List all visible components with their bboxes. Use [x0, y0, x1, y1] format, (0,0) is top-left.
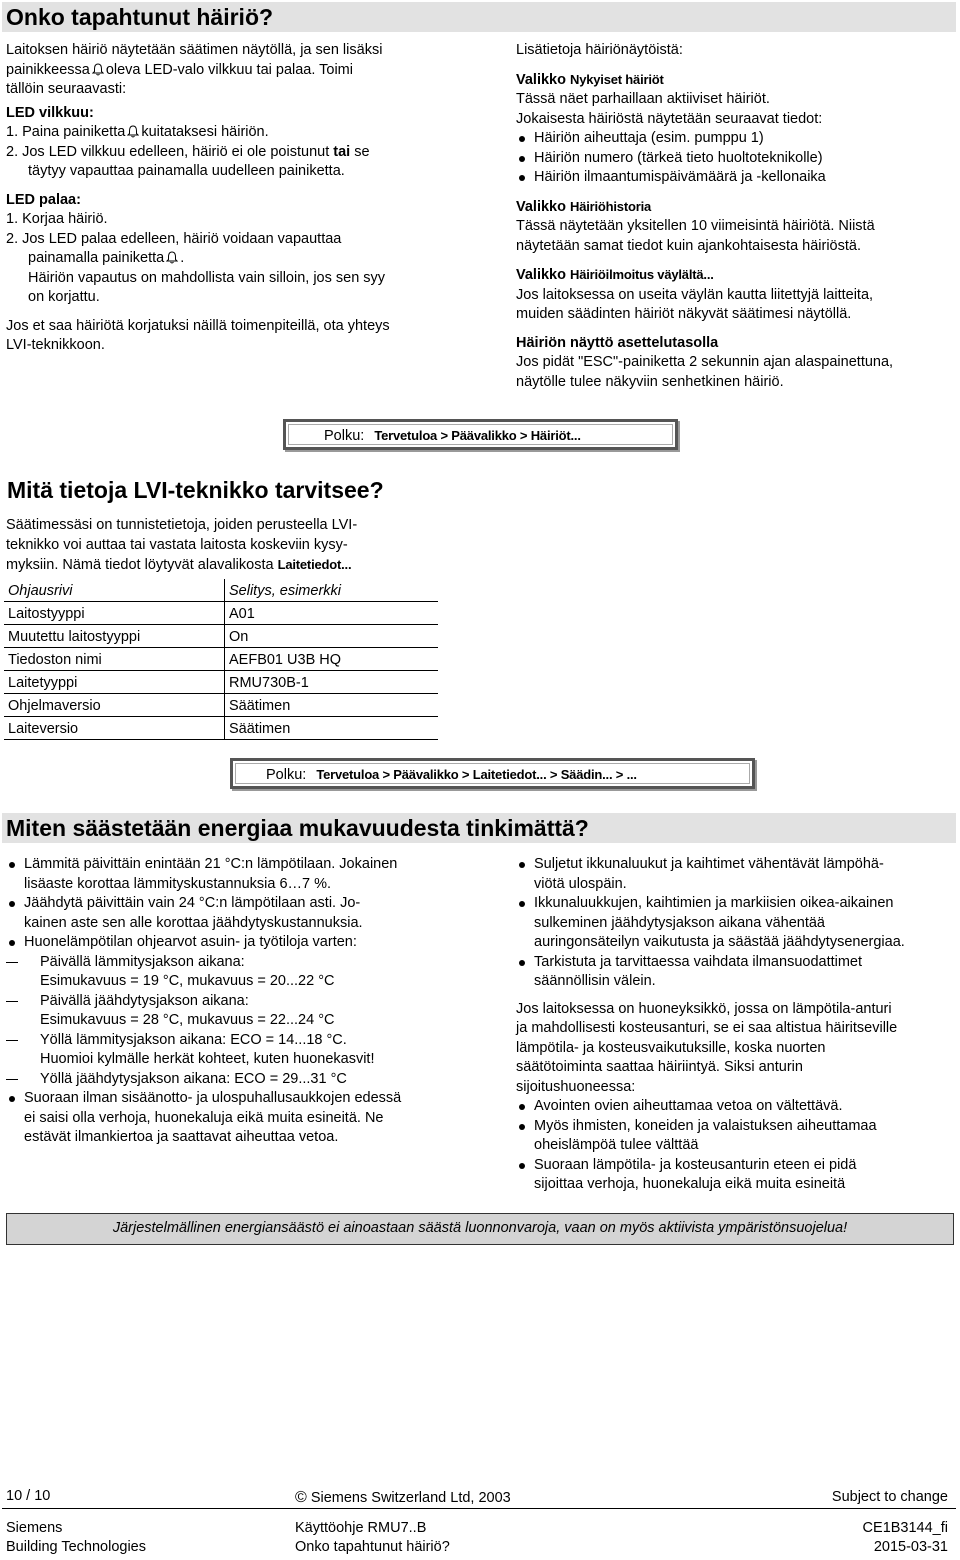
table-row — [4, 694, 438, 717]
bus-faults-heading: Valikko Häiriöilmoitus väylältä... — [516, 267, 714, 283]
table-cell: Säätimen — [225, 717, 439, 740]
led-lit-step2-cont: painamalla painiketta . — [28, 250, 185, 266]
environment-note: Järjestelmällinen energiansäästö ei ainoastaan säästä luonnonvaroja, vaan on myös aktiivista ympäristönsuojelua! — [6, 1213, 954, 1245]
current-faults-text2: Jokaisesta häiriöstä näytetään seuraavat tiedot: — [516, 110, 823, 127]
list-item: Ikkunaluukkujen, kaihtimien ja markiisien oikea-aikainen sulkeminen jäähdytysjakson aikana vähentää auringonsäteilyn vaikutusta ja säästää jäähdytysenergiaa. — [516, 894, 956, 953]
list-item: Myös ihmisten, koneiden ja valaistuksen aiheuttamaa oheislämpöä tulee välttää — [516, 1117, 956, 1156]
table-cell: AEFB01 U3B HQ — [225, 648, 439, 671]
current-faults-text1: Tässä näet parhaillaan aktiiviset häiriöt. — [516, 91, 770, 107]
technician-intro — [6, 516, 426, 576]
copyright-icon: © — [295, 1489, 307, 1506]
path-label: Polku: — [324, 428, 365, 444]
current-faults-list — [516, 129, 956, 188]
section-title-fault: Onko tapahtunut häiriö? — [2, 2, 956, 32]
bus-faults-text1: Jos laitoksessa on useita väylän kautta liitettyjä laitteita, — [516, 286, 874, 303]
table-cell: Laitostyyppi — [4, 602, 225, 625]
led-lit-step2-note2: on korjattu. — [28, 289, 100, 305]
bell-icon — [166, 251, 178, 264]
display-fault-heading: Häiriön näyttö asettelutasolla — [516, 334, 719, 351]
footer-date: 2015-03-31 — [873, 1539, 948, 1555]
more-info-heading: Lisätietoja häiriönäytöistä: — [516, 42, 683, 58]
table-cell: Tiedoston nimi — [4, 648, 225, 671]
led-blink-step2-cont: täytyy vapauttaa painamalla uudelleen painiketta. — [28, 163, 345, 179]
led-blink-heading: LED vilkkuu: — [6, 104, 94, 121]
bell-icon — [92, 63, 104, 76]
led-lit-step2: 2. Jos LED palaa edelleen, häiriö voidaan vapauttaa — [6, 230, 342, 247]
footer-company: Siemens — [6, 1520, 63, 1536]
table-header-cell: Ohjausrivi — [4, 579, 225, 602]
path-box-faults — [283, 419, 678, 450]
list-item: Suljetut ikkunaluukut ja kaihtimet vähentävät lämpöhä- viötä ulospäin. — [516, 855, 956, 894]
energy-left-list — [6, 855, 474, 953]
footer-divider — [2, 1508, 956, 1509]
table-row — [4, 671, 438, 694]
path-value: Tervetuloa > Päävalikko > Laitetiedot... > Säädin... > ... — [316, 767, 637, 782]
current-faults-heading: Valikko Nykyiset häiriöt — [516, 71, 664, 88]
device-info-table — [4, 579, 438, 740]
path-box-device-info — [230, 758, 755, 789]
list-item: Suoraan lämpötila- ja kosteusanturin eteen ei pidä sijoittaa verhoja, huonekaluja eikä muita esineitä — [516, 1156, 956, 1195]
path-label: Polku: — [266, 767, 307, 783]
section-title-energy: Miten säästetään energiaa mukavuudesta tinkimättä? — [2, 813, 956, 843]
list-item: Häiriön aiheuttaja (esim. pumppu 1) — [516, 129, 956, 149]
section-title-technician: Mitä tietoja LVI-teknikko tarvitsee? — [2, 475, 956, 504]
list-item: Jäähdytä päivittäin vain 24 °C:n lämpötilaan asti. Jo- kainen aste sen alle korottaa jäähdytyskustannuksia. — [6, 894, 474, 933]
list-item: Häiriön numero (tärkeä tieto huoltoteknikolle) — [516, 149, 956, 169]
list-item: Häiriön ilmaantumispäivämäärä ja -kellonaika — [516, 168, 956, 188]
table-cell: RMU730B-1 — [225, 671, 439, 694]
contact-technician-line2: LVI-teknikkoon. — [6, 337, 105, 353]
technician-intro-line1: Säätimessäsi on tunnistetietoja, joiden perusteella LVI- — [6, 517, 358, 533]
footer-document: Käyttöohje RMU7..B — [295, 1520, 427, 1536]
table-cell: Laiteversio — [4, 717, 225, 740]
fault-history-text1: Tässä näytetään yksitellen 10 viimeisintä häiriötä. Niistä — [516, 218, 875, 234]
table-row — [4, 625, 438, 648]
led-lit-step1: 1. Korjaa häiriö. — [6, 211, 108, 227]
room-unit-list — [516, 1097, 956, 1195]
fault-intro-line2: painikkeessa oleva LED-valo vilkkuu tai palaa. Toimi — [6, 61, 353, 78]
fault-intro-line3: tällöin seuraavasti: — [6, 81, 127, 97]
list-item: Päivällä jäähdytysjakson aikana: Esimukavuus = 28 °C, mukavuus = 22...24 °C — [6, 992, 474, 1031]
technician-intro-line3: myksiin. Nämä tiedot löytyvät alavalikosta Laitetiedot... — [6, 557, 352, 573]
path-value: Tervetuloa > Päävalikko > Häiriöt... — [374, 428, 581, 443]
table-cell: Ohjelmaversio — [4, 694, 225, 717]
subject-to-change: Subject to change — [831, 1489, 948, 1505]
list-item: Päivällä lämmitysjakson aikana: Esimukavuus = 19 °C, mukavuus = 20...22 °C — [6, 953, 474, 992]
energy-left-list-2 — [6, 1089, 474, 1148]
fault-left-column — [6, 41, 476, 356]
footer-code: CE1B3144_fi — [862, 1520, 948, 1536]
led-lit-heading: LED palaa: — [6, 191, 81, 208]
footer-division: Building Technologies — [6, 1539, 147, 1555]
list-item: Huonelämpötilan ohjearvot asuin- ja työtiloja varten: — [6, 933, 474, 953]
copyright: © Siemens Switzerland Ltd, 2003 — [295, 1489, 511, 1506]
table-cell: Säätimen — [225, 694, 439, 717]
table-cell: Laitetyyppi — [4, 671, 225, 694]
led-lit-step2-note: Häiriön vapautus on mahdollista vain silloin, jos sen syy — [28, 269, 386, 286]
table-row — [4, 717, 438, 740]
room-unit-paragraph: Jos laitoksessa on huoneyksikkö, jossa on lämpötila-anturi ja mahdollisesti kosteusanturi, se ei saa altistua häiritseville lämpötila- ja kosteusvaikutuksille, koska nuorten säätötoiminta saattaa häiriintyä. Siksi anturin sijoitushuoneessa: — [516, 1000, 898, 1095]
led-blink-step1: 1. Paina painiketta kuitataksesi häiriön. — [6, 124, 269, 140]
led-blink-step2: 2. Jos LED vilkkuu edelleen, häiriö ei ole poistunut tai se — [6, 143, 370, 160]
fault-right-column — [516, 41, 956, 392]
list-item: Avointen ovien aiheuttamaa vetoa on vältettävä. — [516, 1097, 956, 1117]
page-number: 10 / 10 — [6, 1488, 51, 1504]
list-item: Tarkistuta ja tarvittaessa vaihdata ilmansuodattimet säännöllisin välein. — [516, 953, 956, 992]
table-header-row — [4, 579, 438, 602]
display-fault-text1: Jos pidät "ESC"-painiketta 2 sekunnin ajan alaspainettuna, — [516, 354, 894, 370]
table-cell: Muutettu laitostyyppi — [4, 625, 225, 648]
fault-intro-line1: Laitoksen häiriö näytetään säätimen näytöllä, ja sen lisäksi — [6, 42, 383, 58]
technician-intro-line2: teknikko voi auttaa tai vastata laitosta koskeviin kysy- — [6, 536, 348, 553]
fault-history-text2: näytetään samat tiedot kuin ajankohtaisesta häiriöstä. — [516, 237, 861, 254]
display-fault-text2: näytölle tulee näkyviin senhetkinen häiriö. — [516, 373, 784, 390]
table-row — [4, 648, 438, 671]
table-cell: On — [225, 625, 439, 648]
contact-technician-line1: Jos et saa häiriötä korjatuksi näillä toimenpiteillä, ota yhteys — [6, 317, 390, 334]
fault-history-heading: Valikko Häiriöhistoria — [516, 198, 652, 215]
table-header-cell: Selitys, esimerkki — [225, 579, 439, 602]
list-item: Suoraan ilman sisäänotto- ja ulospuhallusaukkojen edessä ei saisi olla verhoja, huonekaluja eikä muita esineitä. Ne estävät ilmankiertoa ja saattavat aiheuttaa vetoa. — [6, 1089, 474, 1148]
footer-document-section: Onko tapahtunut häiriö? — [295, 1539, 450, 1555]
table-row — [4, 602, 438, 625]
list-item: Yöllä jäähdytysjakson aikana: ECO = 29...31 °C — [6, 1070, 474, 1090]
bus-faults-text2: muiden säädinten häiriöt näkyvät säätimesi näytöllä. — [516, 306, 852, 322]
list-item: Lämmitä päivittäin enintään 21 °C:n lämpötilaan. Jokainen lisäaste korottaa lämmityskustannuksia 6…7 %. — [6, 855, 474, 894]
energy-left-column — [6, 855, 474, 1148]
setpoint-list — [24, 953, 474, 1090]
list-item: Yöllä lämmitysjakson aikana: ECO = 14...18 °C. Huomioi kylmälle herkät kohteet, kuten huonekasvit! — [6, 1031, 474, 1070]
bell-icon — [127, 125, 139, 138]
table-cell: A01 — [225, 602, 439, 625]
energy-right-column — [516, 855, 956, 1195]
energy-right-list — [516, 855, 956, 992]
